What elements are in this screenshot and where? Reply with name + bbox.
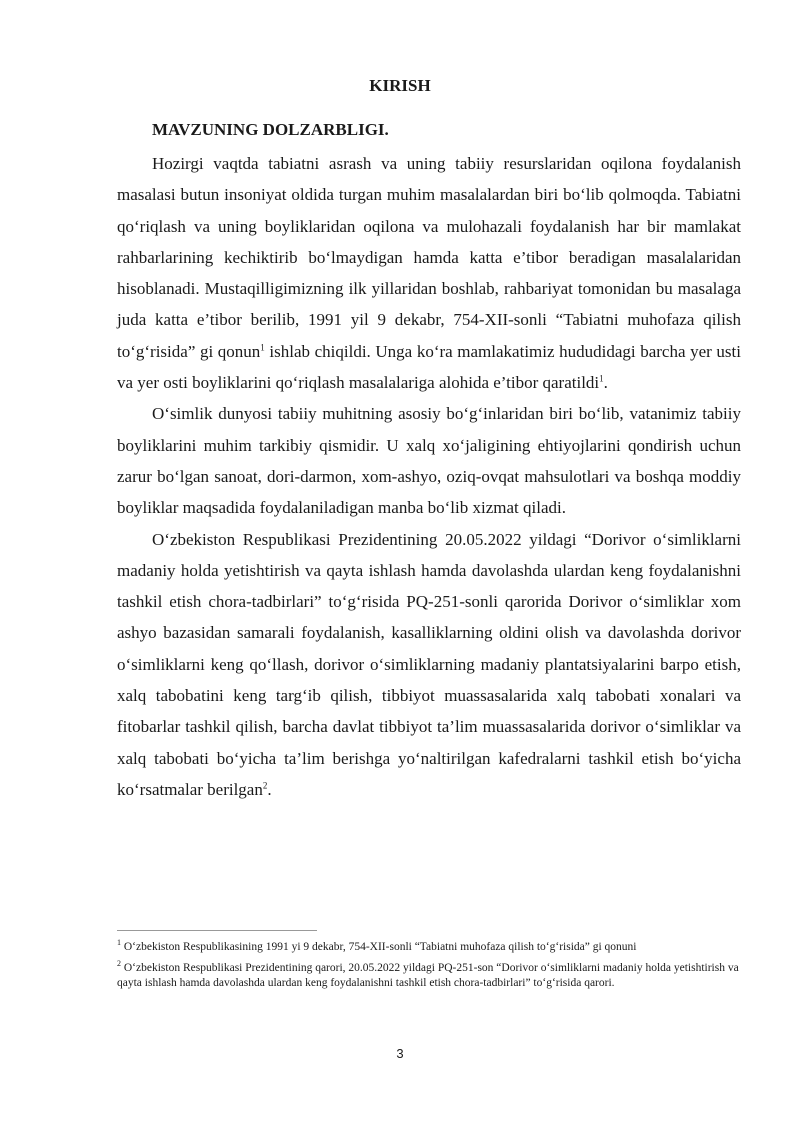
footnote-2 (117, 961, 741, 991)
paragraph-3-text-b: . (267, 779, 272, 799)
page-title: KIRISH (369, 76, 431, 95)
footnote-1-text: O‘zbekiston Respublikasining 1991 yi 9 dekabr, 754-XII-sonli “Tabiatni muhofaza qilish to‘g‘risida” gi qonuni (121, 941, 637, 953)
footnote-divider (117, 930, 317, 931)
paragraph-1-text-a: Hozirgi vaqtda tabiatni asrash va uning tabiiy resurslaridan oqilona foydalanish masalasi butun insoniyat oldida turgan muhim masalalardan biri bo‘lib qolmoqda. Tabiatni qo‘riqlash va uning boyliklaridan oqilona va mulohazali foydalanish har bir mamlakat rahbarlarining kechiktirib bo‘lmaydigan hamda katta e’tibor beradigan masalalaridan hisoblanadi. Mustaqilligimizning ilk yillaridan boshlab, rahbariyat tomonidan bu masalaga juda katta e’tibor berilib, 1991 yil 9 dekabr, 754-XII-sonli “Tabiatni muhofaza qilish to‘g‘risida” gi qonun (117, 154, 741, 361)
paragraph-3-text-a: O‘zbekiston Respublikasi Prezidentining 20.05.2022 yildagi “Dorivor o‘simliklarni madaniy holda yetishtirish va qayta ishlash hamda davolashda ulardan keng foydalanishni tashkil etish chora-tadbirlari” to‘g‘risida PQ-251-sonli qarorida Dorivor o‘simliklar xom ashyo bazasidan samarali foydalanish, kasalliklarning oldini olish va davolashda dorivor o‘simliklarni keng qo‘llash, dorivor o‘simliklarning madaniy plantatsiyalarini barpo etish, xalq tabobatini keng targ‘ib qilish, tibbiyot muassasalarida xalq tabobati xonalari va fitobarlar tashkil qilish, barcha davlat tibbiyot ta’lim muassasalarida dorivor o‘simliklar va xalq tabobati bo‘yicha ta’lim berishga yo‘naltirilgan kafedralarni tashkil etish bo‘yicha ko‘rsatmalar berilgan (117, 529, 741, 799)
paragraph-1 (117, 148, 741, 398)
paragraph-1-text-c: . (603, 373, 608, 393)
footnote-ref-1b: 1 (599, 373, 604, 384)
body-text (117, 148, 741, 805)
paragraph-3 (117, 524, 741, 806)
page-number: 3 (396, 1046, 404, 1061)
footnote-1-mark: 1 (117, 938, 121, 948)
footnote-1 (117, 940, 741, 955)
paragraph-1-text-b: ishlab chiqildi. Unga ko‘ra mamlakatimiz hududidagi barcha yer usti va yer osti boyliklarini qo‘riqlash masalalariga alohida e’tibor qaratildi (117, 341, 741, 393)
section-heading: MAVZUNING DOLZARBLIGI. (152, 120, 389, 139)
footnote-2-text: O‘zbekiston Respublikasi Prezidentining qarori, 20.05.2022 yildagi PQ-251-son “Dorivor o‘simliklarni madaniy holda yetishtirish va qayta ishlash hamda davolashda ulardan keng foydalanishni tashkil etish chora-tadbirlari” to‘g‘risida qarori. (117, 962, 739, 989)
footnote-2-mark: 2 (117, 959, 121, 969)
footnotes (117, 940, 741, 997)
footnote-ref-2: 2 (262, 780, 268, 791)
paragraph-2: O‘simlik dunyosi tabiiy muhitning asosiy bo‘g‘inlaridan biri bo‘lib, vatanimiz tabiiy boyliklarini muhim tarkibiy qismidir. U xalq xo‘jaligining ehtiyojlarini qondirish uchun zarur bo‘lgan sanoat, dori-darmon, xom-ashyo, oziq-ovqat mahsulotlari va boshqa moddiy boyliklar maqsadida foydalaniladigan manba bo‘lib xizmat qiladi. (117, 404, 741, 518)
footnote-ref-1: 1 (260, 342, 265, 353)
